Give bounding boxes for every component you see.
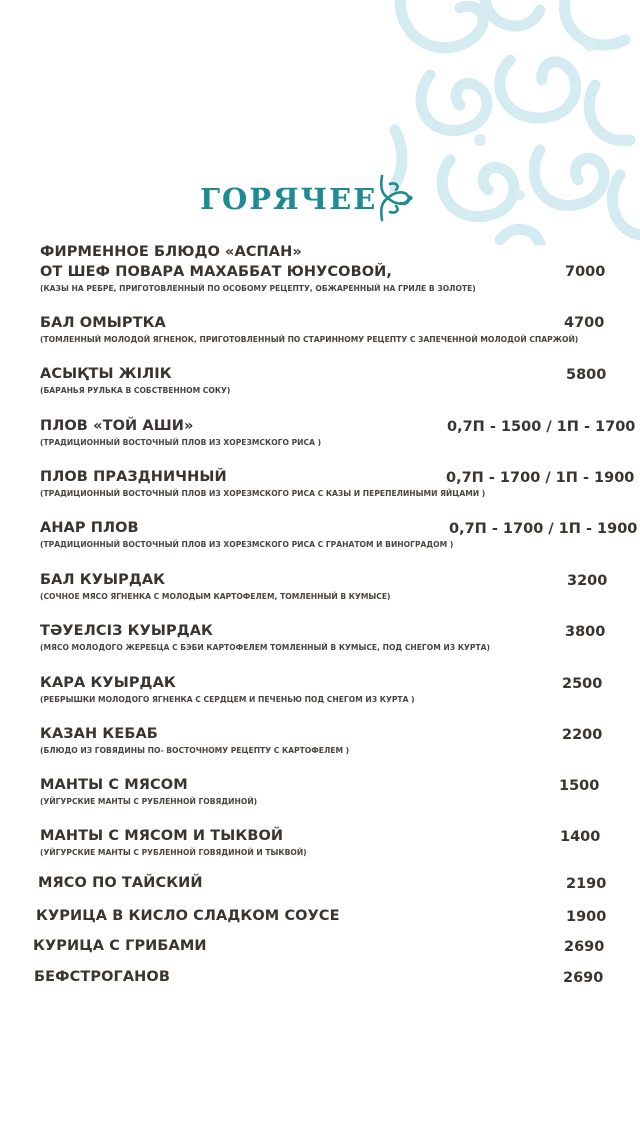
- dish-name: ТӘУЕЛСІЗ КУЫРДАК: [40, 623, 213, 639]
- dish-price: 3800: [565, 624, 606, 640]
- dish-price: 2690: [563, 970, 604, 986]
- dish-price: 1400: [560, 829, 601, 845]
- section-header: [0, 172, 640, 228]
- dish-name: БАЛ КУЫРДАК: [40, 572, 166, 588]
- dish-price: 5800: [566, 367, 607, 383]
- dish-name: БАЛ ОМЫРТКА: [40, 315, 166, 331]
- dish-name: КАРА КУЫРДАК: [40, 675, 176, 691]
- dish-price: 4700: [564, 315, 605, 331]
- dish-name: МЯСО ПО ТАЙСКИЙ: [38, 875, 203, 891]
- dish-price: 1900: [566, 909, 607, 925]
- dish-description: (КАЗЫ НА РЕБРЕ, ПРИГОТОВЛЕННЫЙ ПО ОСОБОМУ РЕЦЕПТУ, ОБЖАРЕННЫЙ НА ГРИЛЕ В ЗОЛОТЕ): [40, 284, 476, 293]
- dish-name: КАЗАН КЕБАБ: [40, 726, 158, 742]
- dish-description: (ТРАДИЦИОННЫЙ ВОСТОЧНЫЙ ПЛОВ ИЗ ХОРЕЗМСКОГО РИСА ): [40, 438, 322, 447]
- dish-name: МАНТЫ С МЯСОМ: [40, 777, 188, 793]
- dish-description: (РЕБРЫШКИ МОЛОДОГО ЯГНЕНКА С СЕРДЦЕМ И ПЕЧЕНЬЮ ПОД СНЕГОМ ИЗ КУРТА ): [40, 695, 415, 704]
- dish-description: (ТРАДИЦИОННЫЙ ВОСТОЧНЫЙ ПЛОВ ИЗ ХОРЕЗМСКОГО РИСА С ГРАНАТОМ И ВИНОГРАДОМ ): [40, 540, 454, 549]
- dish-name: КУРИЦА С ГРИБАМИ: [33, 938, 207, 954]
- dish-name: АНАР ПЛОВ: [40, 520, 139, 536]
- dish-name: ПЛОВ «ТОЙ АШИ»: [40, 418, 194, 434]
- dish-price: 0,7П - 1500 / 1П - 1700: [447, 419, 636, 435]
- dish-price: 2690: [564, 939, 605, 955]
- dish-price: 0,7П - 1700 / 1П - 1900: [449, 521, 638, 537]
- kazakh-ornament-icon: [374, 172, 414, 224]
- dish-price: 1500: [559, 778, 600, 794]
- dish-price: 0,7П - 1700 / 1П - 1900: [446, 470, 635, 486]
- dish-price: 7000: [565, 264, 606, 280]
- dish-description: (БЛЮДО ИЗ ГОВЯДИНЫ ПО- ВОСТОЧНОМУ РЕЦЕПТУ С КАРТОФЕЛЕМ ): [40, 746, 350, 755]
- dish-price: 2200: [562, 727, 603, 743]
- dish-description: (СОЧНОЕ МЯСО ЯГНЕНКА С МОЛОДЫМ КАРТОФЕЛЕМ, ТОМЛЕННЫЙ В КУМЫСЕ): [40, 592, 391, 601]
- dish-description: (МЯСО МОЛОДОГО ЖЕРЕБЦА С БЭБИ КАРТОФЕЛЕМ ТОМЛЕННЫЙ В КУМЫСЕ, ПОД СНЕГОМ ИЗ КУРТА): [40, 643, 490, 652]
- dish-name: АСЫҚТЫ ЖІЛІК: [40, 366, 172, 382]
- dish-name: БЕФСТРОГАНОВ: [34, 969, 170, 985]
- section-title: ГОРЯЧЕЕ: [200, 182, 378, 216]
- dish-name: МАНТЫ С МЯСОМ И ТЫКВОЙ: [40, 828, 284, 844]
- dish-description: (ТРАДИЦИОННЫЙ ВОСТОЧНЫЙ ПЛОВ ИЗ ХОРЕЗМСКОГО РИСА С КАЗЫ И ПЕРЕПЕЛИНЫМИ ЯЙЦАМИ ): [40, 489, 486, 498]
- dish-description: (УЙГУРСКИЕ МАНТЫ С РУБЛЕННОЙ ГОВЯДИНОЙ): [40, 797, 258, 806]
- dish-price: 2190: [566, 876, 607, 892]
- dish-description: (УЙГУРСКИЕ МАНТЫ С РУБЛЕННОЙ ГОВЯДИНОЙ И ТЫКВОЙ): [40, 848, 307, 857]
- dish-name: ФИРМЕННОЕ БЛЮДО «АСПАН»: [40, 244, 302, 260]
- dish-price: 2500: [562, 676, 603, 692]
- dish-name: ОТ ШЕФ ПОВАРА МАХАББАТ ЮНУСОВОЙ,: [40, 264, 392, 280]
- dish-name: КУРИЦА В КИСЛО СЛАДКОМ СОУСЕ: [36, 908, 340, 924]
- dish-description: (ТОМЛЕННЫЙ МОЛОДОЙ ЯГНЕНОК, ПРИГОТОВЛЕННЫЙ ПО СТАРИННОМУ РЕЦЕПТУ С ЗАПЕЧЕННОЙ МОЛОДОЙ СПАРЖОЙ): [40, 335, 579, 344]
- dish-name: ПЛОВ ПРАЗДНИЧНЫЙ: [40, 469, 227, 485]
- dish-price: 3200: [567, 573, 608, 589]
- dish-description: (БАРАНЬЯ РУЛЬКА В СОБСТВЕННОМ СОКУ): [40, 386, 231, 395]
